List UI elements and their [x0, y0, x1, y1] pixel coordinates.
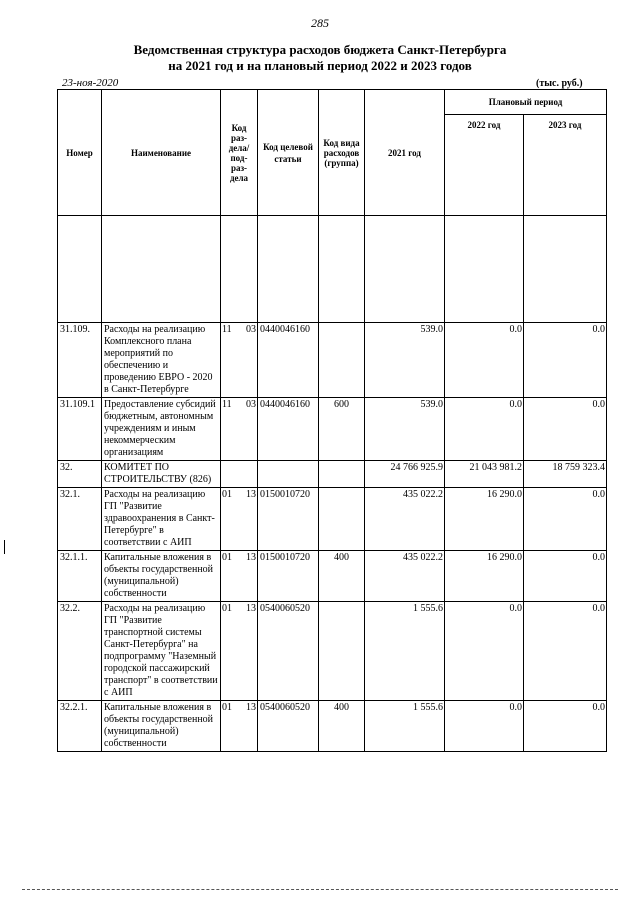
row-number: 31.109. — [58, 323, 102, 398]
page-number: 285 — [311, 16, 329, 30]
row-target-code: 0150010720 — [258, 551, 319, 602]
row-number: 32.1. — [58, 488, 102, 551]
row-subsection: 13 — [246, 489, 256, 500]
row-value-2021: 539.0 — [365, 323, 445, 398]
row-subsection: 03 — [246, 324, 256, 335]
row-section-code — [221, 323, 258, 398]
row-subsection: 13 — [246, 552, 256, 563]
row-value-2021: 24 766 925.9 — [365, 461, 445, 488]
row-value-2022: 16 290.0 — [445, 551, 524, 602]
blank-row — [58, 216, 607, 323]
table-row — [58, 488, 607, 551]
row-value-2023: 18 759 323.4 — [524, 461, 607, 488]
row-section: 11 — [222, 399, 232, 410]
row-expense-type — [319, 602, 365, 701]
row-value-2023: 0.0 — [524, 488, 607, 551]
budget-table — [57, 89, 607, 752]
row-value-2023: 0.0 — [524, 701, 607, 752]
row-section-code — [221, 551, 258, 602]
row-value-2023: 0.0 — [524, 323, 607, 398]
row-section: 01 — [222, 702, 232, 713]
row-name: Расходы на реализацию ГП "Развитие транспортной системы Санкт-Петербурга" на подпрограмму "Наземный городской пассажирский транспорт" в соответствии с АИП — [102, 602, 221, 701]
row-name: Расходы на реализацию ГП "Развитие здравоохранения в Санкт-Петербурге" в соответствии с АИП — [102, 488, 221, 551]
header-target: Код целевой статьи — [258, 90, 319, 216]
header-expense-type: Код вида расходов (группа) — [319, 90, 365, 216]
header-row-1 — [58, 90, 607, 115]
row-value-2022: 21 043 981.2 — [445, 461, 524, 488]
row-value-2022: 0.0 — [445, 701, 524, 752]
header-2023: 2023 год — [524, 115, 607, 216]
row-name: Капитальные вложения в объекты государственной (муниципальной) собственности — [102, 551, 221, 602]
row-target-code: 0540060520 — [258, 602, 319, 701]
table-row — [58, 551, 607, 602]
row-section: 01 — [222, 603, 232, 614]
row-name: Капитальные вложения в объекты государственной (муниципальной) собственности — [102, 701, 221, 752]
header-number: Номер — [58, 90, 102, 216]
header-2021: 2021 год — [365, 90, 445, 216]
row-section-code — [221, 461, 258, 488]
table-row — [58, 398, 607, 461]
row-section-code — [221, 701, 258, 752]
row-expense-type: 400 — [319, 701, 365, 752]
row-number: 32. — [58, 461, 102, 488]
row-expense-type: 600 — [319, 398, 365, 461]
row-expense-type — [319, 461, 365, 488]
row-section-code — [221, 488, 258, 551]
row-section: 11 — [222, 324, 232, 335]
row-value-2021: 1 555.6 — [365, 701, 445, 752]
table-row — [58, 602, 607, 701]
units-label: (тыс. руб.) — [536, 78, 583, 89]
row-section: 01 — [222, 489, 232, 500]
row-name: Расходы на реализацию Комплексного плана мероприятий по обеспечению и проведению ЕВРО - 2020 в Санкт-Петербурге — [102, 323, 221, 398]
row-expense-type — [319, 323, 365, 398]
row-value-2022: 0.0 — [445, 602, 524, 701]
header-2022: 2022 год — [445, 115, 524, 216]
row-value-2022: 16 290.0 — [445, 488, 524, 551]
document-date: 23-ноя-2020 — [62, 77, 119, 89]
row-value-2022: 0.0 — [445, 398, 524, 461]
table-body — [58, 216, 607, 752]
row-section: 01 — [222, 552, 232, 563]
row-target-code: 0440046160 — [258, 398, 319, 461]
document-title — [0, 42, 640, 74]
table-row — [58, 461, 607, 488]
row-target-code: 0150010720 — [258, 488, 319, 551]
row-value-2021: 435 022.2 — [365, 551, 445, 602]
row-value-2023: 0.0 — [524, 398, 607, 461]
row-number: 32.2. — [58, 602, 102, 701]
row-subsection: 03 — [246, 399, 256, 410]
row-expense-type — [319, 488, 365, 551]
row-expense-type: 400 — [319, 551, 365, 602]
title-line-1: Ведомственная структура расходов бюджета Санкт-Петербурга — [133, 42, 507, 57]
margin-mark — [4, 540, 5, 554]
row-name: Предоставление субсидий бюджетным, автономным учреждениям и иным некоммерческим организациям — [102, 398, 221, 461]
row-value-2023: 0.0 — [524, 602, 607, 701]
header-section: Код раз-дела/ под-раз-дела — [221, 90, 258, 216]
row-value-2021: 1 555.6 — [365, 602, 445, 701]
row-target-code: 0440046160 — [258, 323, 319, 398]
row-value-2021: 539.0 — [365, 398, 445, 461]
table-row — [58, 701, 607, 752]
row-target-code — [258, 461, 319, 488]
row-subsection: 13 — [246, 603, 256, 614]
row-target-code: 0540060520 — [258, 701, 319, 752]
header-name: Наименование — [102, 90, 221, 216]
row-value-2022: 0.0 — [445, 323, 524, 398]
row-section-code — [221, 602, 258, 701]
header-planned-period: Плановый период — [445, 90, 607, 115]
row-number: 31.109.1 — [58, 398, 102, 461]
row-subsection: 13 — [246, 702, 256, 713]
row-value-2023: 0.0 — [524, 551, 607, 602]
row-name: КОМИТЕТ ПО СТРОИТЕЛЬСТВУ (826) — [102, 461, 221, 488]
title-line-2: на 2021 год и на плановый период 2022 и 2023 годов — [168, 58, 472, 73]
row-number: 32.2.1. — [58, 701, 102, 752]
table-row — [58, 323, 607, 398]
bottom-rule — [22, 889, 618, 890]
row-section-code — [221, 398, 258, 461]
row-value-2021: 435 022.2 — [365, 488, 445, 551]
row-number: 32.1.1. — [58, 551, 102, 602]
